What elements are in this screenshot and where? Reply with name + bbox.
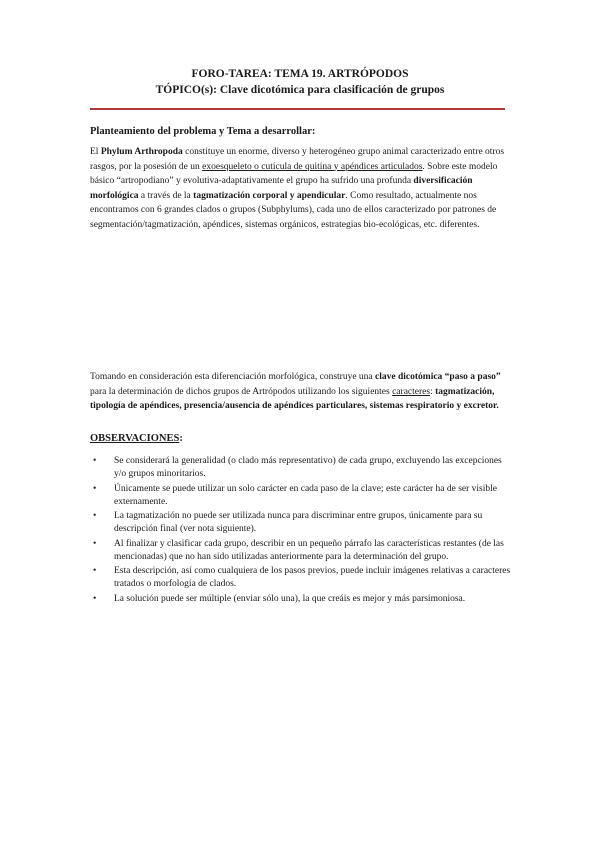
intro-diversification: diversificación morfológica — [90, 176, 473, 201]
list-item — [90, 483, 515, 509]
list-item-text: La tagmatización no puede ser utilizada nunca para discriminar entre grupos, únicamente para su descripción final (ver nota siguiente). — [114, 511, 483, 535]
bullet-icon: • — [93, 538, 97, 549]
list-item — [90, 593, 515, 606]
observations-heading-colon: : — [179, 433, 183, 444]
task-text: para la determinación de dichos grupos de Artrópodos utilizando los siguientes — [90, 386, 393, 397]
bullet-icon: • — [93, 566, 97, 577]
list-item-text: La solución puede ser múltiple (enviar sólo una), la que creáis es mejor y más parsimoniosa. — [114, 593, 466, 604]
intro-text: El — [90, 147, 101, 157]
list-item-text: Únicamente se puede utilizar un solo carácter en cada paso de la clave; este carácter ha de ser visible externamente. — [114, 483, 497, 507]
list-item-text: Al finalizar y clasificar cada grupo, describir en un pequeño párrafo las características restantes (de las mencionadas) que no han sido utilizadas anteriormente para la determinación del grupo. — [114, 538, 504, 562]
observations-heading-text: OBSERVACIONES — [90, 433, 180, 444]
observations-list — [90, 455, 515, 608]
intro-exoskeleton: exoesqueleto o cutícula de quitina y apéndices articulados — [202, 161, 423, 172]
list-item — [90, 565, 515, 591]
list-item-text: Esta descripción, así como cualquiera de los pasos previos, puede incluir imágenes relativas a caracteres tratados o morfología de clados. — [114, 566, 511, 590]
intro-tagmatization: tagmatización corporal y apendicular — [193, 190, 346, 201]
list-item — [90, 510, 515, 536]
intro-text: . Como resultado, actualmente nos encontramos con 6 grandes clados o grupos (Subphylums), cada uno de ellos caracterizado por patrones de segmentación/tagmatización, apéndices, sistemas orgánicos, estrategias bio-ecológicas, etc. diferentes. — [90, 190, 497, 230]
bullet-icon: • — [93, 511, 97, 522]
document-subtitle: TÓPICO(s): Clave dicotómica para clasificación de grupos — [155, 84, 445, 96]
task-paragraph — [90, 370, 510, 414]
task-characters-list: tagmatización, tipología de apéndices, presencia/ausencia de apéndices particulares, sistemas respiratorio y excretor. — [90, 386, 499, 411]
section-heading: Planteamiento del problema y Tema a desarrollar: — [90, 126, 316, 137]
bullet-icon: • — [93, 456, 97, 466]
list-item — [90, 538, 515, 564]
intro-phylum: Phylum Arthropoda — [100, 147, 183, 157]
list-item — [90, 455, 515, 481]
observations-heading — [90, 433, 183, 444]
bullet-icon: • — [93, 483, 97, 494]
task-key: clave dicotómica “paso a paso” — [375, 372, 501, 382]
intro-text: a través de la — [138, 190, 194, 201]
bullet-icon: • — [93, 593, 97, 604]
list-item-text: Se considerará la generalidad (o clado más representativo) de cada grupo, excluyendo las excepciones y/o grupos minoritarios. — [114, 456, 502, 479]
task-characters: caracteres — [392, 386, 431, 397]
intro-text: . Sobre este modelo básico “artropodiano” y evolutiva-adaptativamente el grupo ha sufrido una profunda — [90, 161, 498, 186]
intro-text: constituye un enorme, diverso y heterogéneo grupo animal caracterizado entre otros rasgos, por la posesión de un — [90, 147, 505, 172]
title-divider — [90, 108, 505, 110]
task-text: Tomando en consideración esta diferenciación morfológica, construye una — [90, 372, 376, 382]
task-text: : — [430, 386, 436, 397]
document-title: FORO-TAREA: TEMA 19. ARTRÓPODOS — [191, 68, 409, 80]
intro-paragraph — [90, 145, 510, 232]
